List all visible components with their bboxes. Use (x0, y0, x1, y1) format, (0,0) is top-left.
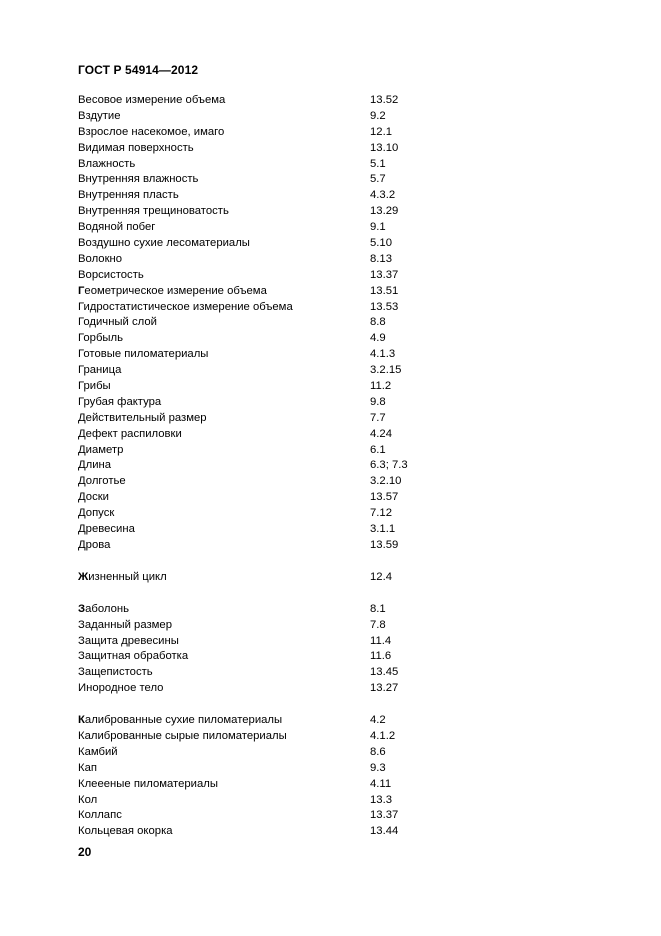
index-term (78, 618, 172, 634)
index-term-initial: К (78, 825, 85, 838)
index-entry (78, 522, 598, 538)
index-term (78, 458, 111, 474)
index-entry (78, 490, 598, 506)
index-term-rest: орсистость (85, 268, 144, 281)
index-term-rest: одяной побег (85, 221, 156, 234)
index-term-rest: опуск (85, 507, 115, 520)
index-ref: 6.3; 7.3 (370, 459, 408, 472)
index-term-rest: рова (85, 538, 111, 551)
index-term (78, 315, 157, 331)
index-term-rest: аданный размер (84, 618, 172, 631)
index-term-initial: Д (78, 491, 86, 504)
index-term-initial: К (78, 777, 85, 790)
index-term-initial: К (78, 729, 85, 742)
index-term (78, 649, 188, 665)
index-entry (78, 331, 598, 347)
index-entry (78, 411, 598, 427)
index-ref: 12.1 (370, 125, 392, 138)
index-term-initial: З (78, 666, 85, 679)
index-term-rest: нутренняя пласть (85, 189, 179, 202)
index-term-initial: К (78, 745, 85, 758)
index-entry (78, 649, 598, 665)
index-entry (78, 665, 598, 681)
index-term (78, 172, 198, 188)
index-term (78, 93, 225, 109)
index-term-rest: леееные пиломатериалы (84, 777, 218, 790)
index-entry (78, 395, 598, 411)
group-spacer (78, 697, 598, 713)
index-term-rest: здутие (85, 109, 121, 122)
index-term-initial: Д (78, 507, 86, 520)
index-term (78, 443, 123, 459)
index-entry (78, 474, 598, 490)
index-entry (78, 204, 598, 220)
index-term (78, 220, 155, 236)
index-term-rest: еометрическое измерение объема (84, 284, 267, 297)
index-term-rest: зрослое насекомое, имаго (85, 125, 225, 138)
index-term-rest: аболонь (85, 602, 129, 615)
index-term (78, 411, 207, 427)
index-term (78, 157, 135, 173)
index-entry (78, 777, 598, 793)
index-ref: 13.3 (370, 793, 392, 806)
index-entry (78, 824, 598, 840)
index-ref: 5.7 (370, 173, 386, 186)
index-entry (78, 618, 598, 634)
index-ref: 13.37 (370, 268, 399, 281)
index-term-initial: В (78, 268, 86, 281)
index-entry (78, 808, 598, 824)
index-term-initial: З (78, 618, 85, 631)
index-term-rest: отовые пиломатериалы (83, 348, 209, 361)
index-entry (78, 570, 598, 586)
index-ref: 13.53 (370, 300, 399, 313)
index-term-rest: ревесина (85, 523, 135, 536)
index-term-rest: лина (85, 459, 112, 472)
index-entry (78, 602, 598, 618)
index-term-rest: оллапс (84, 809, 122, 822)
index-term-initial: Д (78, 538, 86, 551)
index-entry (78, 634, 598, 650)
document-header: ГОСТ Р 54914—2012 (78, 63, 199, 77)
index-entry (78, 268, 598, 284)
index-ref: 13.51 (370, 284, 399, 297)
index-term-rest: ащитная обработка (84, 650, 189, 663)
index-term-initial: В (78, 125, 86, 138)
index-term-initial: К (78, 809, 85, 822)
index-term-rest: одичный слой (83, 316, 157, 329)
index-term-rest: изненный цикл (88, 570, 167, 583)
index-term-initial: Ж (78, 570, 89, 583)
index-ref: 13.45 (370, 666, 399, 679)
index-entry (78, 141, 598, 157)
index-ref: 11.4 (370, 634, 392, 647)
index-term-initial: К (78, 761, 85, 774)
index-term-rest: идростатистическое измерение объема (83, 300, 293, 313)
index-term (78, 713, 282, 729)
index-ref: 9.8 (370, 395, 386, 408)
index-ref: 13.37 (370, 809, 399, 822)
index-entry (78, 172, 598, 188)
index-term-initial: Г (78, 300, 84, 313)
index-term-initial: В (78, 173, 86, 186)
index-term (78, 347, 208, 363)
index-term-rest: рубая фактура (83, 395, 162, 408)
index-ref: 7.7 (370, 411, 386, 424)
index-term-rest: иаметр (85, 443, 124, 456)
index-term (78, 808, 122, 824)
index-term (78, 284, 267, 300)
index-ref: 6.1 (370, 443, 386, 456)
index-term-initial: Г (78, 332, 84, 345)
index-term (78, 252, 122, 268)
index-ref: 8.13 (370, 252, 392, 265)
index-term-initial: З (78, 650, 85, 663)
index-term-initial: К (78, 714, 85, 727)
index-ref: 13.29 (370, 205, 399, 218)
index-entry (78, 538, 598, 554)
index-term (78, 300, 293, 316)
index-ref: 13.52 (370, 94, 399, 106)
index-term-initial: Д (78, 411, 86, 424)
index-entry (78, 300, 598, 316)
index-term-initial: В (78, 252, 86, 265)
index-entry (78, 729, 598, 745)
index-term-initial: В (78, 237, 86, 250)
index-entry (78, 458, 598, 474)
index-term-initial: Д (78, 427, 86, 440)
index-term (78, 490, 109, 506)
index-term (78, 125, 224, 141)
index-term (78, 761, 97, 777)
index-ref: 11.6 (370, 650, 392, 663)
index-term-initial: З (78, 634, 85, 647)
index-entry (78, 236, 598, 252)
index-term-rest: рибы (83, 380, 111, 393)
index-term-rest: олготье (85, 475, 126, 488)
index-term (78, 427, 182, 443)
index-term (78, 236, 250, 252)
index-term (78, 681, 163, 697)
index-term-initial: Д (78, 459, 86, 472)
index-ref: 4.9 (370, 332, 386, 345)
index-term-rest: лажность (85, 157, 136, 170)
index-term-initial: Д (78, 523, 86, 536)
index-term-rest: ап (84, 761, 97, 774)
index-ref: 5.1 (370, 157, 386, 170)
index-term-initial: В (78, 94, 86, 106)
index-entry (78, 761, 598, 777)
index-entry (78, 315, 598, 331)
index-entry (78, 427, 598, 443)
index-term-rest: орбыль (83, 332, 124, 345)
index-term-rest: ефект распиловки (85, 427, 182, 440)
index-term-initial: К (78, 793, 85, 806)
index-term-rest: ол (84, 793, 98, 806)
index-entry (78, 252, 598, 268)
index-term (78, 268, 144, 284)
index-term (78, 331, 123, 347)
index-term-initial: В (78, 157, 86, 170)
index-ref: 5.10 (370, 237, 392, 250)
index-term-initial: В (78, 189, 86, 202)
index-ref: 13.44 (370, 825, 399, 838)
index-term-initial: Г (78, 364, 84, 377)
index-entry (78, 379, 598, 395)
index-term (78, 745, 118, 761)
index-term (78, 538, 110, 554)
index-term-rest: нутренняя трещиноватость (85, 205, 229, 218)
index-ref: 13.57 (370, 491, 399, 504)
index-entry (78, 188, 598, 204)
index-ref: 12.4 (370, 570, 392, 583)
index-term (78, 363, 121, 379)
index-term-initial: Г (78, 380, 84, 393)
index-term-initial: Г (78, 348, 84, 361)
index-term (78, 777, 218, 793)
index-entry (78, 443, 598, 459)
index-entry (78, 284, 598, 300)
index-ref: 4.1.3 (370, 348, 396, 361)
index-term (78, 665, 153, 681)
index-term-rest: ольцевая окорка (84, 825, 173, 838)
index-term-initial: В (78, 141, 86, 154)
index-term-rest: нородное тело (86, 682, 164, 695)
index-term (78, 109, 121, 125)
index-term (78, 474, 126, 490)
index-entry (78, 681, 598, 697)
index-ref: 3.2.15 (370, 364, 402, 377)
index-term (78, 602, 129, 618)
index-ref: 8.6 (370, 745, 386, 758)
index-term-rest: олокно (85, 252, 123, 265)
index-ref: 9.1 (370, 221, 386, 234)
index-term-initial: В (78, 221, 86, 234)
index-term-rest: ащепистость (84, 666, 153, 679)
index-term-rest: нутренняя влажность (85, 173, 199, 186)
index-term-initial: Г (78, 395, 84, 408)
index-term-initial: Г (78, 316, 84, 329)
index-term-rest: ащита древесины (84, 634, 179, 647)
index-ref: 13.59 (370, 538, 399, 551)
index-ref: 3.2.10 (370, 475, 402, 488)
index-term (78, 379, 111, 395)
index-ref: 8.8 (370, 316, 386, 329)
index-ref: 3.1.1 (370, 523, 396, 536)
index-entry (78, 125, 598, 141)
index-term-initial: И (78, 682, 87, 695)
index-entry (78, 93, 598, 109)
index-ref: 13.10 (370, 141, 399, 154)
index-term (78, 188, 179, 204)
index-term-initial: Г (78, 284, 85, 297)
page-number: 20 (78, 845, 92, 859)
index-entry (78, 347, 598, 363)
index-term (78, 634, 179, 650)
index-entry (78, 745, 598, 761)
index-ref: 9.2 (370, 109, 386, 122)
alphabetical-index (78, 93, 598, 840)
index-term (78, 141, 194, 157)
index-term-rest: алиброванные сырые пиломатериалы (84, 729, 287, 742)
index-entry (78, 713, 598, 729)
index-entry (78, 220, 598, 236)
index-term-rest: идимая поверхность (85, 141, 194, 154)
index-term (78, 204, 229, 220)
index-term (78, 793, 97, 809)
group-spacer (78, 554, 598, 570)
index-term (78, 395, 161, 411)
index-term (78, 522, 135, 538)
index-term-rest: ействительный размер (85, 411, 207, 424)
index-term-rest: есовое измерение объема (85, 94, 226, 106)
index-term-initial: В (78, 109, 86, 122)
index-ref: 11.2 (370, 380, 392, 393)
index-ref: 4.24 (370, 427, 392, 440)
index-term (78, 506, 114, 522)
index-entry (78, 157, 598, 173)
index-ref: 7.12 (370, 507, 392, 520)
index-term (78, 729, 287, 745)
index-term-rest: оздушно сухие лесоматериалы (85, 237, 250, 250)
index-ref: 4.3.2 (370, 189, 396, 202)
index-ref: 4.11 (370, 777, 392, 790)
index-term-initial: Д (78, 475, 86, 488)
index-term-initial: Д (78, 443, 86, 456)
index-entry (78, 363, 598, 379)
index-term-rest: раница (83, 364, 122, 377)
index-ref: 9.3 (370, 761, 386, 774)
index-ref: 8.1 (370, 602, 386, 615)
index-ref: 7.8 (370, 618, 386, 631)
index-entry (78, 793, 598, 809)
index-term-rest: алиброванные сухие пиломатериалы (84, 714, 283, 727)
index-term-rest: оски (85, 491, 109, 504)
index-ref: 4.2 (370, 714, 386, 727)
index-term-initial: В (78, 205, 86, 218)
index-term (78, 824, 173, 840)
group-spacer (78, 586, 598, 602)
index-entry (78, 109, 598, 125)
index-ref: 4.1.2 (370, 729, 396, 742)
index-term-initial: З (78, 602, 86, 615)
index-ref: 13.27 (370, 682, 399, 695)
index-entry (78, 506, 598, 522)
index-term-rest: амбий (84, 745, 118, 758)
index-term (78, 570, 167, 586)
